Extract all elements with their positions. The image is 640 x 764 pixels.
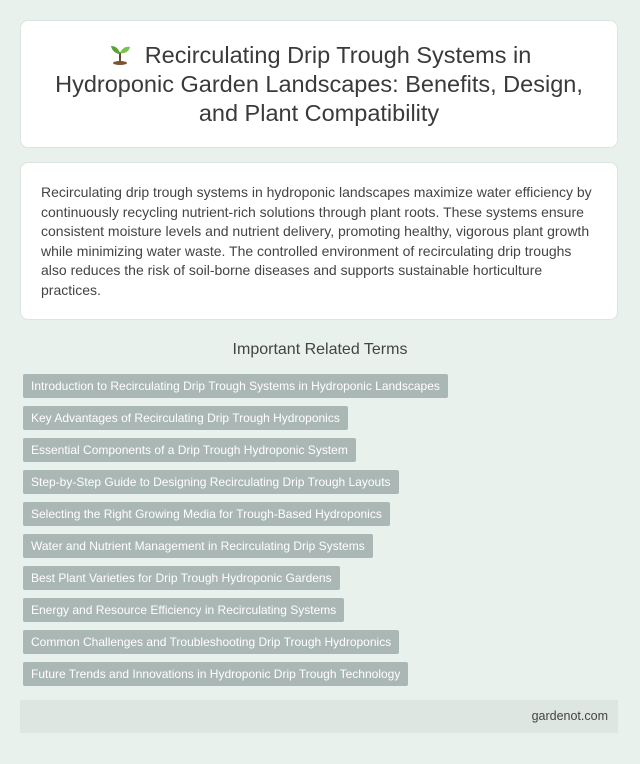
description-card — [20, 162, 618, 320]
related-term-tag[interactable]: Future Trends and Innovations in Hydroponic Drip Trough Technology — [23, 662, 408, 686]
related-term-tag[interactable]: Essential Components of a Drip Trough Hydroponic System — [23, 438, 356, 462]
related-term-tag[interactable]: Best Plant Varieties for Drip Trough Hydroponic Gardens — [23, 566, 340, 590]
page-title — [51, 41, 587, 128]
related-term-tag[interactable]: Energy and Resource Efficiency in Recirculating Systems — [23, 598, 344, 622]
sprout-icon — [107, 43, 133, 65]
footer — [20, 700, 618, 733]
page-title-text: Recirculating Drip Trough Systems in Hydroponic Garden Landscapes: Benefits, Design, and Plant Compatibility — [55, 41, 583, 126]
related-term-tag[interactable]: Selecting the Right Growing Media for Trough-Based Hydroponics — [23, 502, 390, 526]
related-term-tag[interactable]: Common Challenges and Troubleshooting Drip Trough Hydroponics — [23, 630, 399, 654]
related-term-tag[interactable]: Introduction to Recirculating Drip Trough Systems in Hydroponic Landscapes — [23, 374, 448, 398]
related-terms-heading: Important Related Terms — [232, 341, 408, 358]
related-term-tag[interactable]: Water and Nutrient Management in Recirculating Drip Systems — [23, 534, 373, 558]
related-terms-list — [23, 374, 448, 686]
related-term-tag[interactable]: Key Advantages of Recirculating Drip Trough Hydroponics — [23, 406, 348, 430]
footer-site-name[interactable]: gardenot.com — [531, 709, 608, 723]
related-term-tag[interactable]: Step-by-Step Guide to Designing Recirculating Drip Trough Layouts — [23, 470, 399, 494]
description-text: Recirculating drip trough systems in hydroponic landscapes maximize water efficiency by continuously recycling nutrient-rich solutions through plant roots. These systems ensure consistent moisture levels and nutrient delivery, promoting healthy, vigorous plant growth while minimizing water waste. The controlled environment of recirculating drip troughs also reduces the risk of soil-borne diseases and supports sustainable horticulture practices. — [41, 184, 592, 298]
title-card — [20, 20, 618, 148]
